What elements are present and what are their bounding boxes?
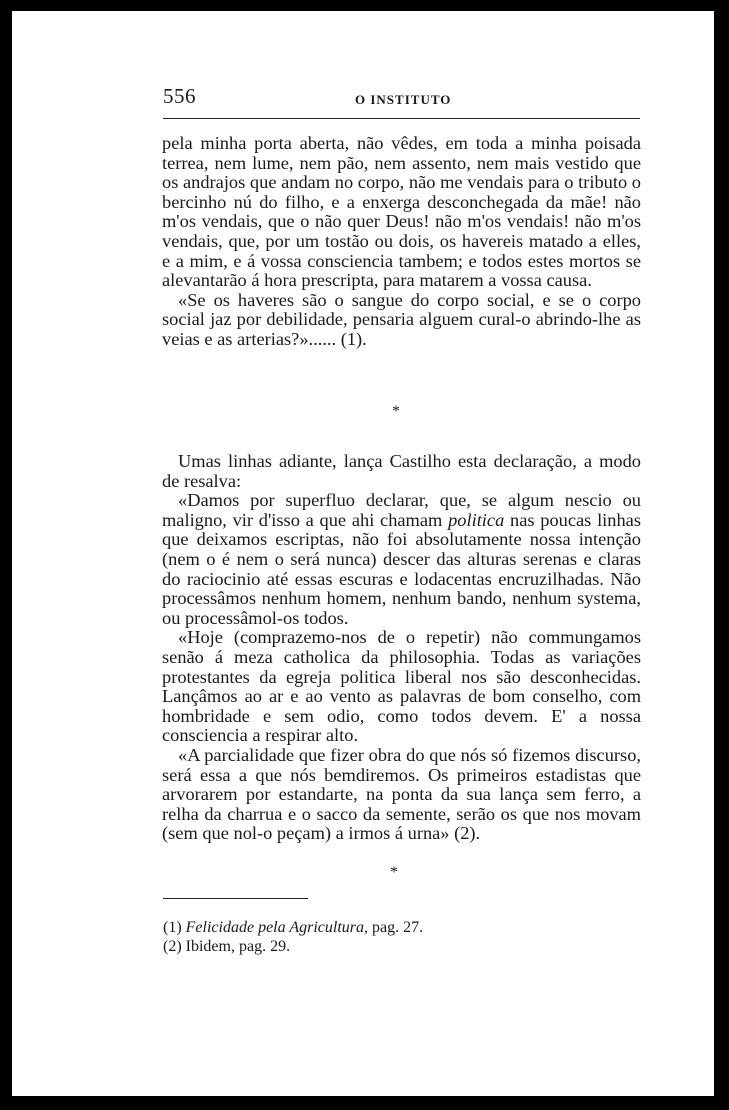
asterism-separator: * [392, 403, 400, 420]
asterism-separator: * [390, 864, 398, 881]
paragraph: «A parcialidade que fizer obra do que nós só fizemos discurso, será essa a que nós bemdiremos. Os primeiros estadistas que arvorarem por estandarte, na ponta da sua lança sem ferro, a relha da charrua e o sacco da semente, serão os que nos movam (sem que nol-o peçam) a irmos á urna» (2). [162, 744, 641, 844]
paragraph: «Hoje (comprazemo-nos de o repetir) não commungamos senão á meza catholica da philosophia. Todas as variações protestantes da egreja politica liberal nos são desconhecidas. Lançâmos ao ar e ao vento as palavras de bom conselho, com hombridade e sem odio, como todos devem. E' a nossa consciencia a respirar alto. [162, 627, 641, 746]
paragraph: Umas linhas adiante, lança Castilho esta declaração, a modo de resalva: [162, 451, 641, 491]
footnote-title: Felicidade pela Agricultura, [185, 919, 368, 936]
text-block-1 [162, 134, 641, 350]
paragraph: «Se os haveres são o sangue do corpo social, e se o corpo social jaz por debilidade, pensaria alguem cural-o abrindo-lhe as veias e as arterias?»...... (1). [162, 289, 641, 349]
text-run: «Damos por superfluo declarar, que, se algum nescio ou maligno, vir d'isso a que ahi chamam [162, 490, 641, 530]
footnotes [163, 918, 583, 956]
footnote-ref: pag. 27. [368, 919, 424, 936]
text-block-2 [162, 452, 641, 844]
text-run: nas poucas linhas que deixamos escriptas, não foi absolutamente nossa intenção (nem o é nem o será nunca) descer das alturas serenas e claras do raciocinio até essas escuras e lodacentas encruzilhadas. Não processâmos nenhum homem, nenhum bando, nenhum systema, ou processâmol-os todos. [162, 509, 641, 628]
footnote-ref: Ibidem, pag. 29. [185, 938, 291, 955]
footnote-rule [163, 898, 308, 899]
italic-word: politica [448, 509, 505, 530]
header-rule [163, 118, 640, 119]
paragraph-quote [162, 491, 641, 628]
footnote-mark: (2) [163, 938, 182, 955]
footnote-mark: (1) [163, 919, 182, 936]
footnote-1 [163, 918, 583, 937]
running-title: O INSTITUTO [355, 92, 452, 107]
footnote-2 [163, 937, 583, 956]
paragraph: pela minha porta aberta, não vêdes, em toda a minha poisada terrea, nem lume, nem pão, nem assento, nem mais vestido que os andrajos que andam no corpo, não me vendais para o tributo o bercinho nú do filho, e a enxerga desconchegada da mãe! não m'os vendais, que o não quer Deus! não m'os vendais! não m'os vendais, que, por um tostão ou dois, os havereis matado a elles, e a mim, e á vossa consciencia tambem; e todos estes mortos se alevantarão á hora prescripta, para matarem a vossa causa. [162, 133, 641, 291]
page-number: 556 [163, 84, 196, 108]
